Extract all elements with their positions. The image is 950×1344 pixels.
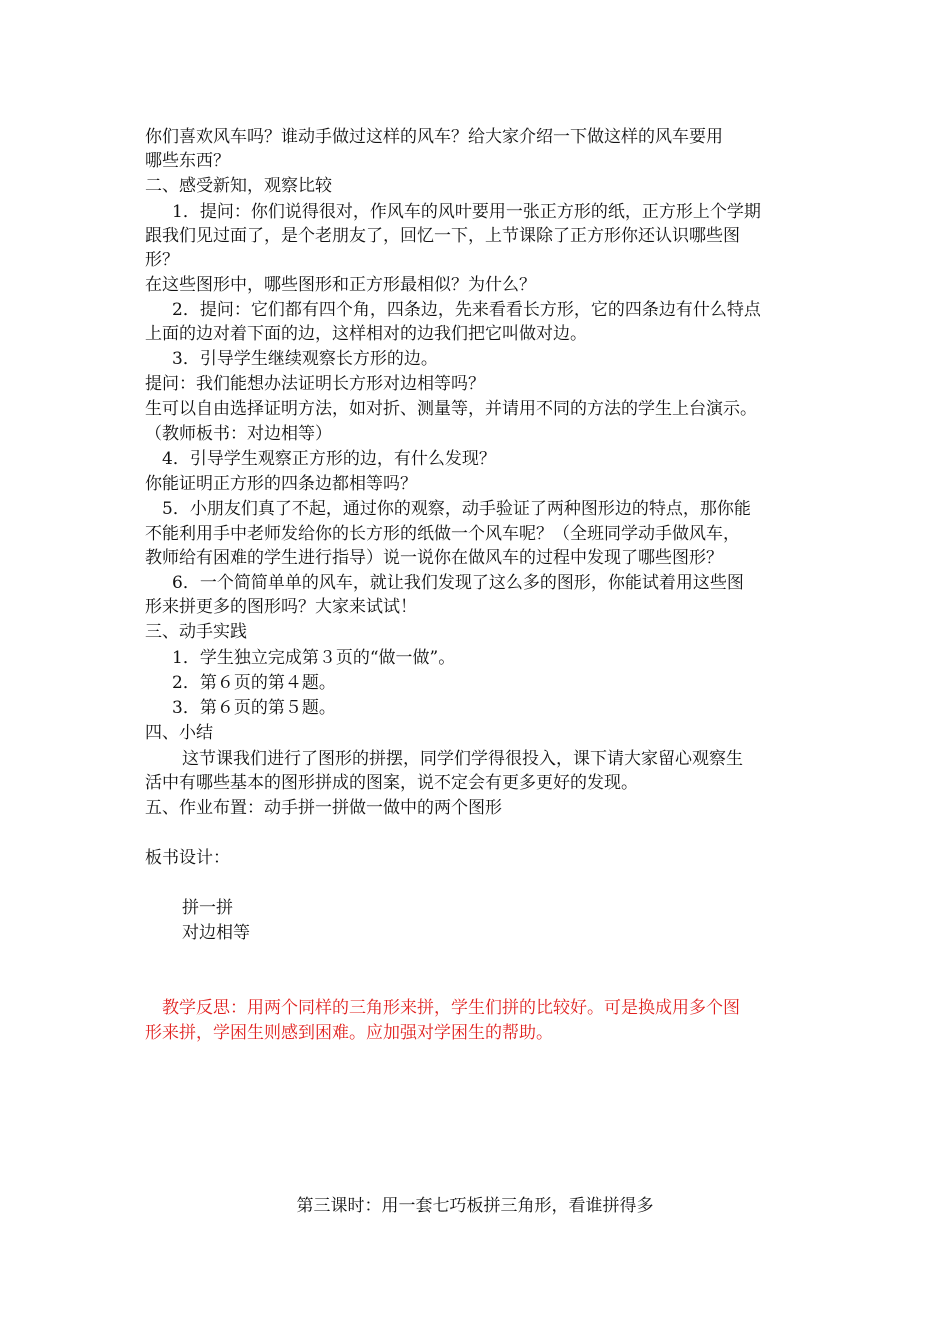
question-4-ask: 你能证明正方形的四条边都相等吗？ (145, 474, 417, 494)
question-5-line-1: 5．小朋友们真了不起，通过你的观察，动手验证了两种图形边的特点，那你能 (162, 499, 751, 519)
board-design-title: 板书设计： (145, 848, 230, 868)
next-lesson-title: 第三课时：用一套七巧板拼三角形，看谁拼得多 (296, 1196, 654, 1216)
section-4-title: 四、小结 (145, 723, 213, 743)
question-3-method: 生可以自由选择证明方法，如对折、测量等，并请用不同的方法的学生上台演示。 (145, 399, 757, 419)
board-item-2: 对边相等 (182, 923, 250, 943)
reflection-line-2: 形来拼，学困生则感到困难。应加强对学困生的帮助。 (145, 1023, 553, 1043)
question-1-line-2: 跟我们见过面了，是个老朋友了，回忆一下，上节课除了正方形你还认识哪些图 (145, 226, 740, 246)
question-1-followup: 在这些图形中，哪些图形和正方形最相似？为什么？ (145, 275, 536, 295)
board-item-1: 拼一拼 (182, 898, 233, 918)
question-2-line-2: 上面的边对着下面的边，这样相对的边我们把它叫做对边。 (145, 324, 587, 344)
section-3-title: 三、动手实践 (145, 622, 247, 642)
reflection-line-1: 教学反思：用两个同样的三角形来拼，学生们拼的比较好。可是换成用多个图 (162, 998, 740, 1018)
section-2-title: 二、感受新知，观察比较 (145, 176, 332, 196)
practice-item-3: 3．第６页的第５题。 (172, 698, 336, 718)
question-6-line-1: 6．一个简简单单的风车，就让我们发现了这么多的图形，你能试着用这些图 (172, 573, 744, 593)
question-5-line-3: 教师给有困难的学生进行指导）说一说你在做风车的过程中发现了哪些图形？ (145, 548, 723, 568)
section-5-title: 五、作业布置：动手拼一拼做一做中的两个图形 (145, 798, 502, 818)
summary-line-2: 活中有哪些基本的图形拼成的图案，说不定会有更多更好的发现。 (145, 773, 638, 793)
question-5-line-2: 不能利用手中老师发给你的长方形的纸做一个风车呢？（全班同学动手做风车， (145, 524, 740, 544)
question-2-line-1: 2．提问：它们都有四个角，四条边，先来看看长方形，它的四条边有什么特点 (172, 300, 761, 320)
question-6-line-2: 形来拼更多的图形吗？大家来试试！ (145, 597, 417, 617)
question-3: 3．引导学生继续观察长方形的边。 (172, 349, 438, 369)
question-3-board-note: （教师板书：对边相等） (145, 424, 332, 444)
question-4: 4．引导学生观察正方形的边，有什么发现？ (162, 449, 496, 469)
practice-item-1: 1．学生独立完成第３页的“做一做”。 (172, 648, 456, 668)
summary-line-1: 这节课我们进行了图形的拼摆，同学们学得很投入，课下请大家留心观察生 (182, 749, 743, 769)
question-3-ask: 提问：我们能想办法证明长方形对边相等吗？ (145, 374, 485, 394)
intro-line-2: 哪些东西？ (145, 151, 230, 171)
practice-item-2: 2．第６页的第４题。 (172, 673, 336, 693)
question-1-line-1: 1．提问：你们说得很对，作风车的风叶要用一张正方形的纸，正方形上个学期 (172, 202, 761, 222)
intro-line-1: 你们喜欢风车吗？谁动手做过这样的风车？给大家介绍一下做这样的风车要用 (145, 127, 723, 147)
question-1-line-3: 形？ (145, 250, 179, 270)
